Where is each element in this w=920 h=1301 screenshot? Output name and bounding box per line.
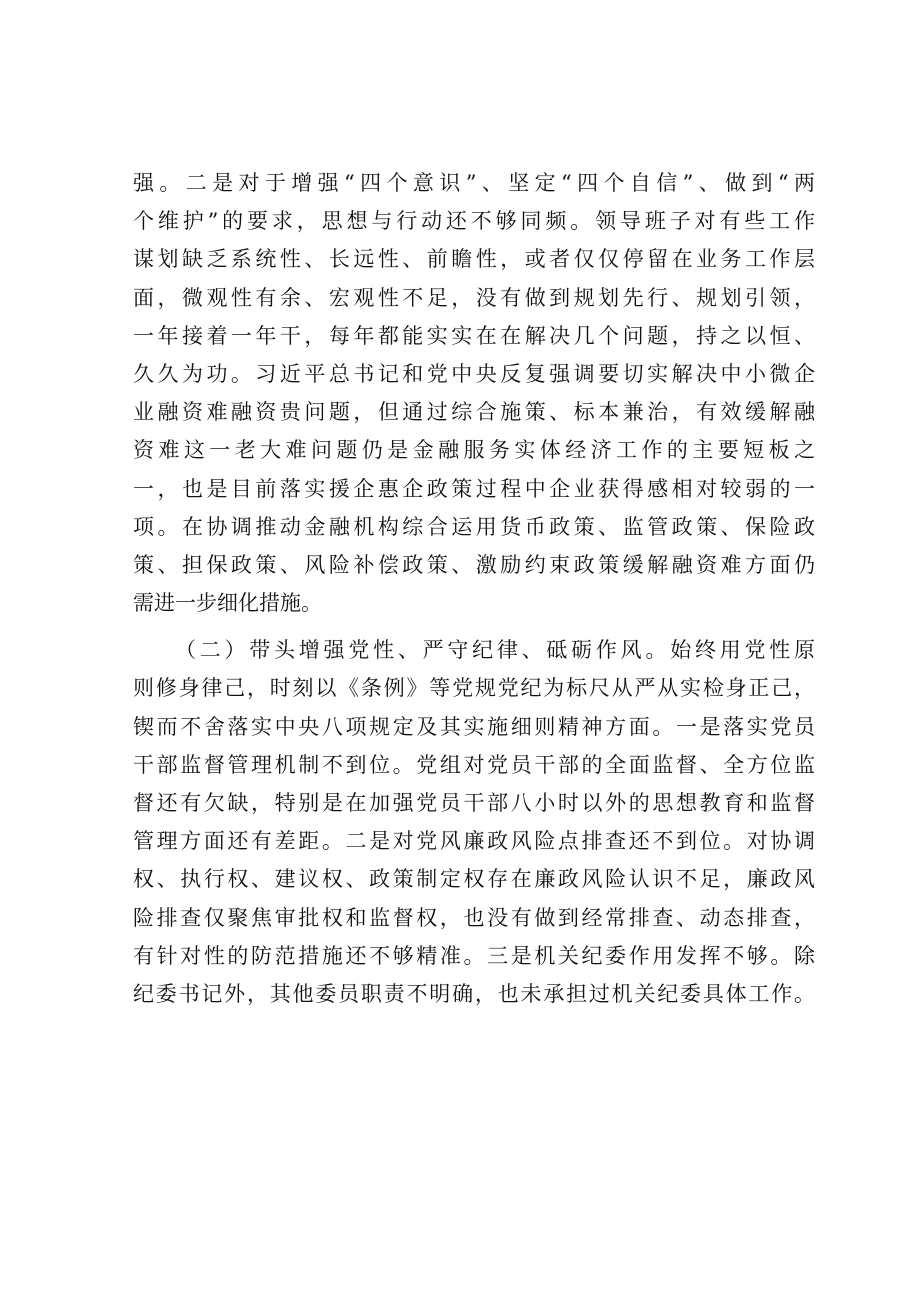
section-heading-line: （二）带头增强党性、严守纪律、砥砺作风。始终用党性原	[175, 638, 815, 663]
paragraph-line: 一年接着一年干，每年都能实实在在解决几个问题，持之以恒、	[133, 323, 815, 348]
paragraph-line: 干部监督管理机制不到位。党组对党员干部的全面监督、全方位监	[133, 752, 815, 777]
paragraph-line: 有针对性的防范措施还不够精准。三是机关纪委作用发挥不够。除	[133, 943, 815, 968]
paragraph-line: 权、执行权、建议权、政策制定权存在廉政风险认识不足，廉政风	[133, 867, 815, 892]
paragraph-line: 策、担保政策、风险补偿政策、激励约束政策缓解融资难方面仍	[133, 552, 815, 577]
document-body	[133, 164, 815, 1013]
paragraph-line: 业融资难融资贵问题，但通过综合施策、标本兼治，有效缓解融	[133, 400, 815, 425]
paragraph-line: 个维护”的要求，思想与行动还不够同频。领导班子对有些工作	[133, 209, 815, 234]
paragraph-line: 管理方面还有差距。二是对党风廉政风险点排查还不到位。对协调	[133, 829, 815, 854]
paragraph-line: 需进一步细化措施。	[133, 591, 322, 616]
paragraph-line: 险排查仅聚焦审批权和监督权，也没有做到经常排查、动态排查，	[133, 905, 815, 930]
paragraph-line: 资难这一老大难问题仍是金融服务实体经济工作的主要短板之	[133, 438, 815, 463]
paragraph-line: 谋划缺乏系统性、长远性、前瞻性，或者仅仅停留在业务工作层	[133, 247, 815, 272]
paragraph-line: 则修身律己，时刻以《条例》等党规党纪为标尺从严从实检身正己，	[133, 676, 815, 701]
paragraph-line: 锲而不舍落实中央八项规定及其实施细则精神方面。一是落实党员	[133, 714, 815, 739]
paragraph-line: 一，也是目前落实援企惠企政策过程中企业获得感相对较弱的一	[133, 476, 815, 501]
paragraph-line: 项。在协调推动金融机构综合运用货币政策、监管政策、保险政	[133, 514, 815, 539]
paragraph-spacer	[133, 622, 815, 631]
paragraph-line: 强。二是对于增强“四个意识”、坚定“四个自信”、做到“两	[133, 171, 815, 195]
paragraph-2	[133, 631, 815, 1013]
paragraph-line: 面，微观性有余、宏观性不足，没有做到规划先行、规划引领，	[133, 285, 815, 310]
paragraph-line: 督还有欠缺，特别是在加强党员干部八小时以外的思想教育和监督	[133, 791, 815, 815]
paragraph-line: 久久为功。习近平总书记和党中央反复强调要切实解决中小微企	[133, 361, 815, 386]
paragraph-line: 纪委书记外，其他委员职责不明确，也未承担过机关纪委具体工作。	[133, 981, 815, 1006]
paragraph-1	[133, 164, 815, 622]
